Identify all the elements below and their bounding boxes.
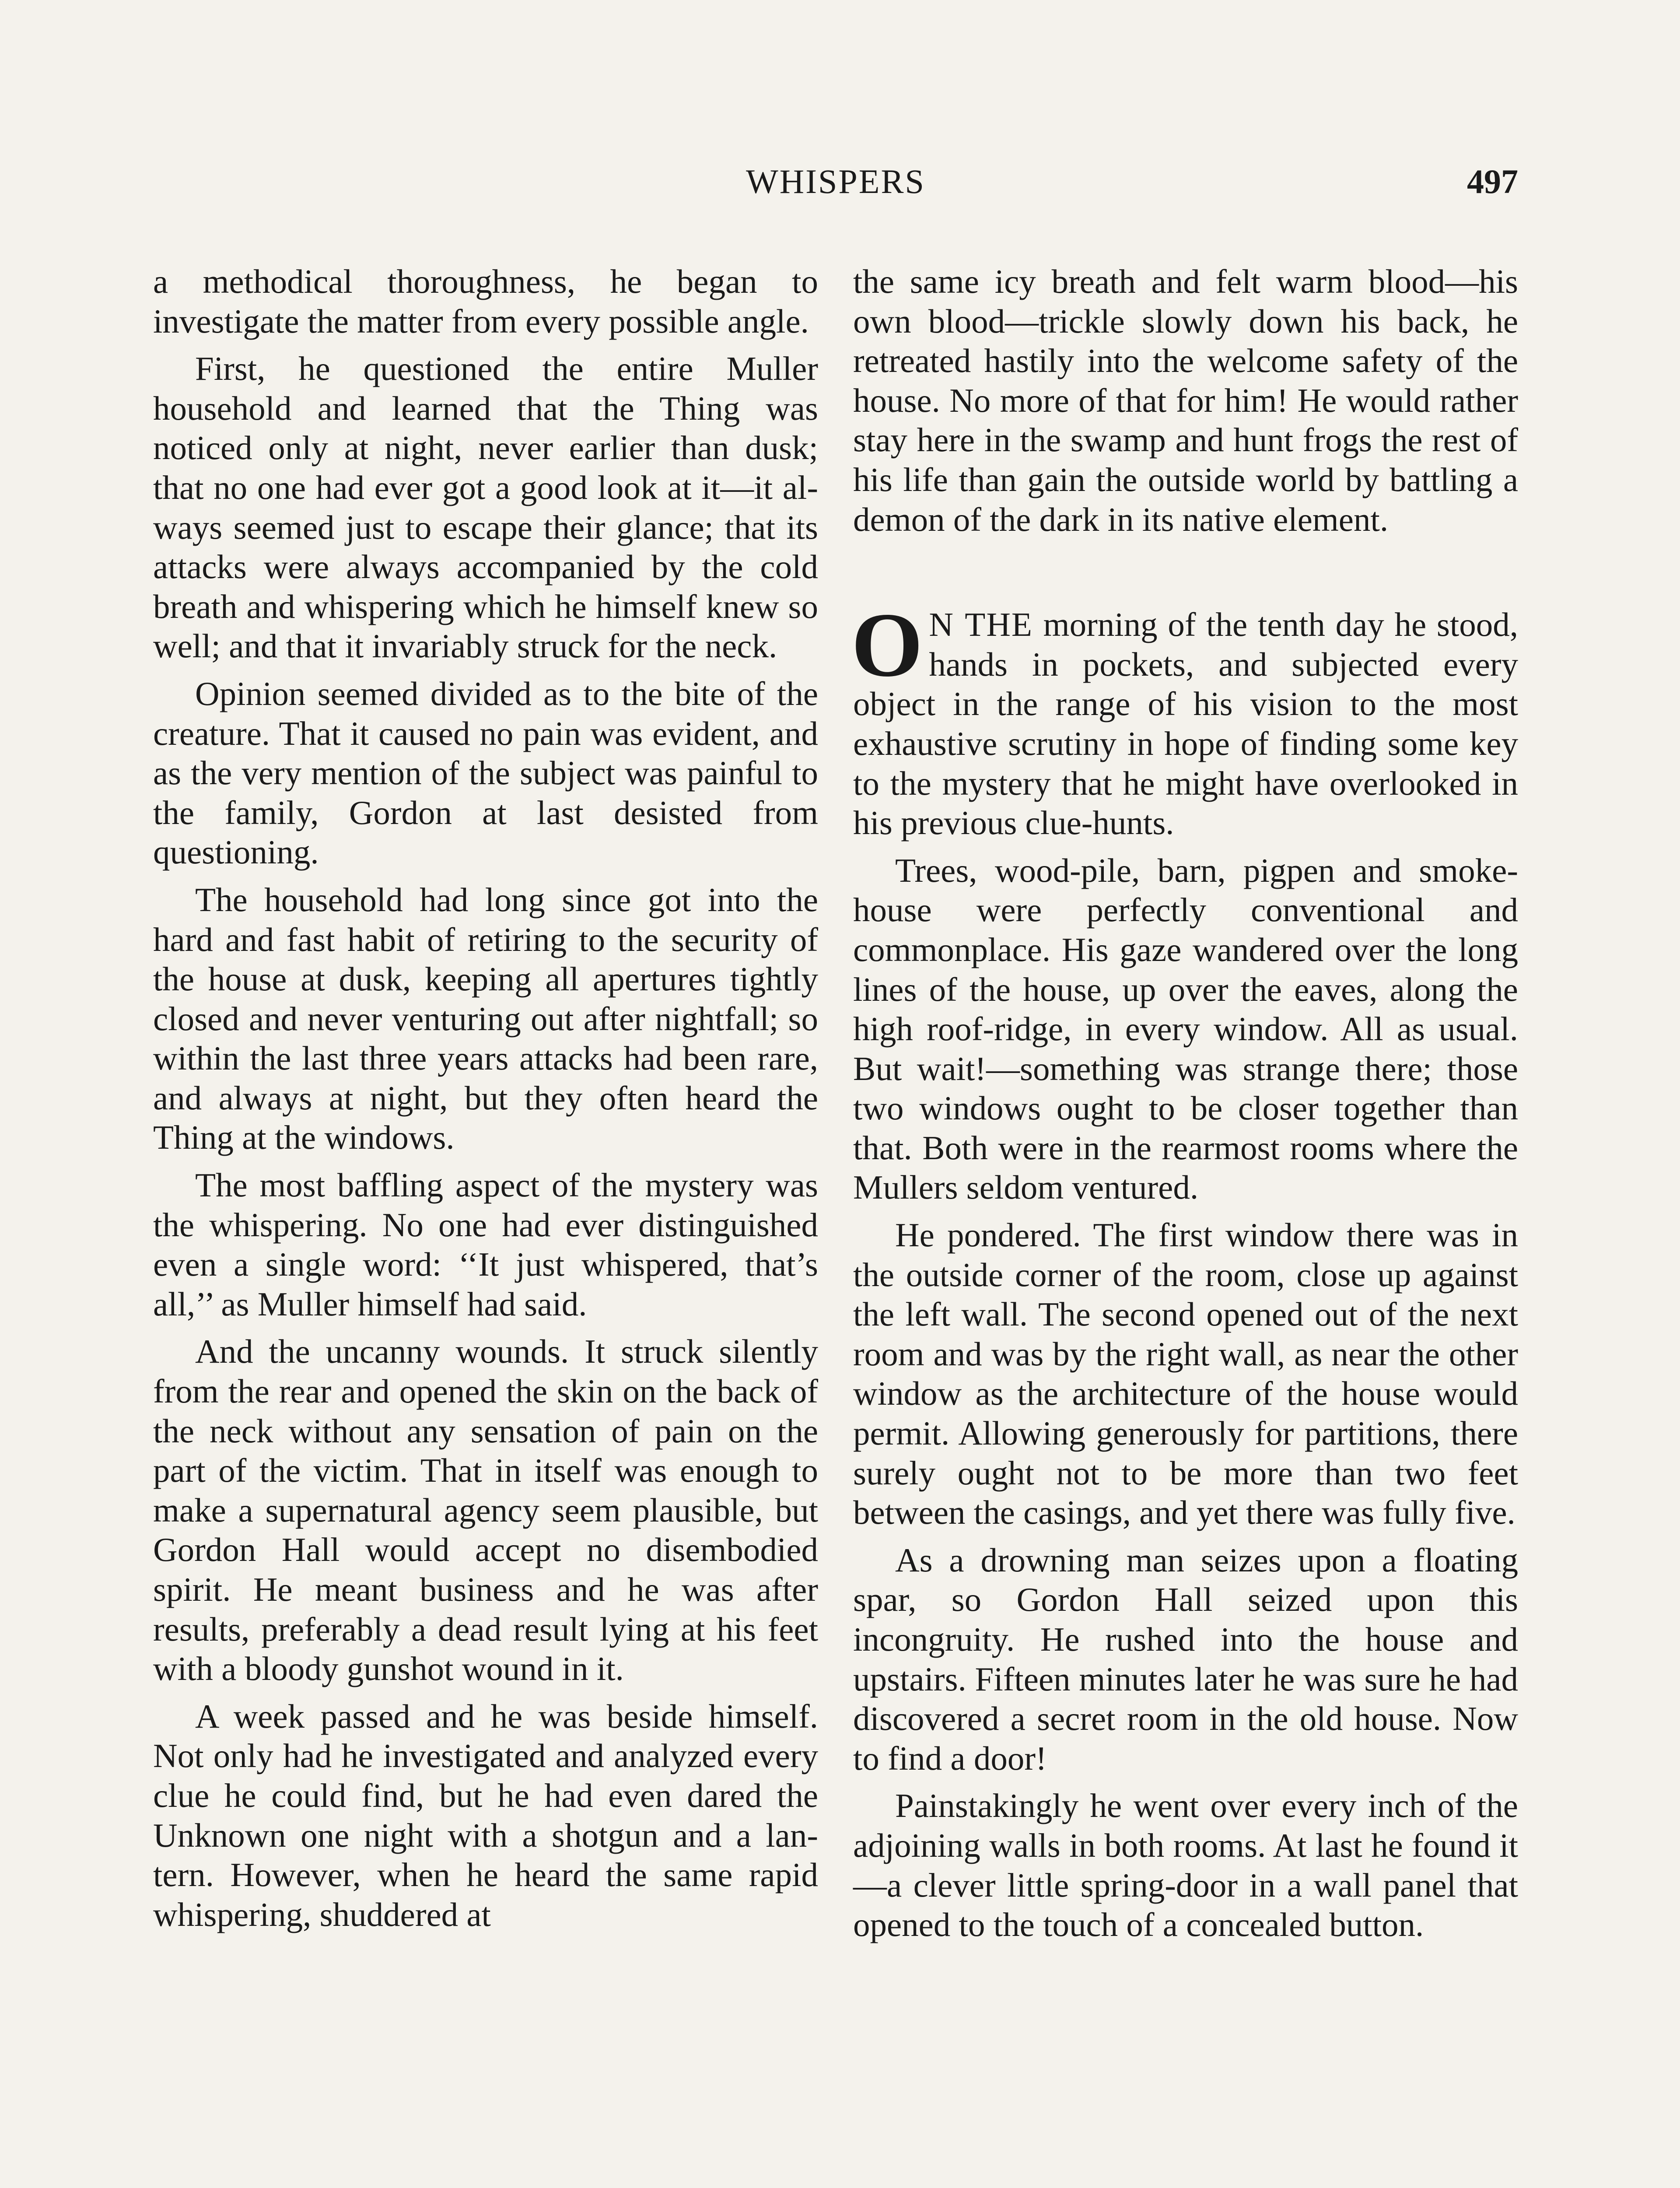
page-number: 497 [1467,162,1518,200]
paragraph: a methodical thoroughness, he began to investigate the matter from every possible angle. [153,263,818,340]
drop-cap: O [851,594,923,696]
page-header [153,162,1518,210]
paragraph: the same icy breath and felt warm blood—his own blood—trickle slowly down his back, he retreated hastily into the welcome safety of the house. No more of that for him! He would rather stay here in the swamp and hunt frogs the rest of his life than gain the outside world by battling a demon of the dark in its native element. [853,263,1518,538]
small-caps-lead: N THE [929,606,1033,644]
paragraph: The household had long since got into the hard and fast habit of retiring to the security of the house at dusk, keeping all apertures tightly closed and never venturing out after nightfall; so within the last three years attacks had been rare, and always at night, but they often heard the Thing at the windows. [153,880,818,1157]
paragraph-text: morning of the tenth day he stood, hands in pockets, and subjected every object in the range of his vision to the most exhaustive scrutiny in hope of finding some key to the mystery that he might have overlooked in his previous clue-hunts. [853,606,1518,842]
text-columns [153,262,1518,2188]
paragraph: A week passed and he was beside himself. Not only had he investigated and analyzed every clue he could find, but he had even dared the Unknown one night with a shotgun and a lantern. However, when he heard the same rapid whispering, shuddered at [153,1697,818,1933]
left-column [153,262,818,2188]
section-paragraph [851,594,1518,843]
paragraph: Trees, wood-pile, barn, pigpen and smoke-house were perfectly conventional and commonplace. His gaze wandered over the long lines of the house, up over the eaves, along the high roof-ridge, in every window. All as usual. But wait!—something was strange there; those two windows ought to be closer together than that. Both were in the rearmost rooms where the Mullers seldom ventured. [853,851,1518,1206]
paragraph: He pondered. The first window there was in the outside corner of the room, close up against the left wall. The second opened out of the next room and was by the right wall, as near the other window as the architecture of the house would permit. Allowing generously for partitions, there surely ought not to be more than two feet between the casings, and yet there was fully five. [853,1216,1518,1532]
running-head: WHISPERS [746,162,925,200]
paragraph: Opinion seemed divided as to the bite of the creature. That it caused no pain was evident, and as the very mention of the subject was painful to the family, Gordon at last desisted from questioning. [153,674,818,871]
paragraph: As a drowning man seizes upon a floating spar, so Gordon Hall seized upon this incongruity. He rushed into the house and upstairs. Fifteen minutes later he was sure he had discovered a secret room in the old house. Now to find a door! [853,1541,1518,1777]
right-column [853,262,1518,2188]
paragraph: Painstakingly he went over every inch of the adjoining walls in both rooms. At last he found it—a clever little spring-door in a wall panel that opened to the touch of a concealed button. [853,1787,1518,1944]
paragraph: The most baffling aspect of the mystery was the whispering. No one had ever distinguished even a single word: ‘‘It just whispered, that’s all,’’ as Muller himself had said. [153,1166,818,1323]
paragraph: And the uncanny wounds. It struck silently from the rear and opened the skin on the back of the neck without any sensation of pain on the part of the victim. That in itself was enough to make a supernatural agency seem plausible, but Gordon Hall would accept no disembodied spirit. He meant business and he was after results, preferably a dead result lying at his feet with a bloody gunshot wound in it. [153,1332,818,1688]
paragraph: First, he questioned the entire Muller household and learned that the Thing was noticed only at night, never earlier than dusk; that no one had ever got a good look at it—it always seemed just to escape their glance; that its attacks were always accompanied by the cold breath and whispering which he himself knew so well; and that it invariably struck for the neck. [153,350,818,665]
